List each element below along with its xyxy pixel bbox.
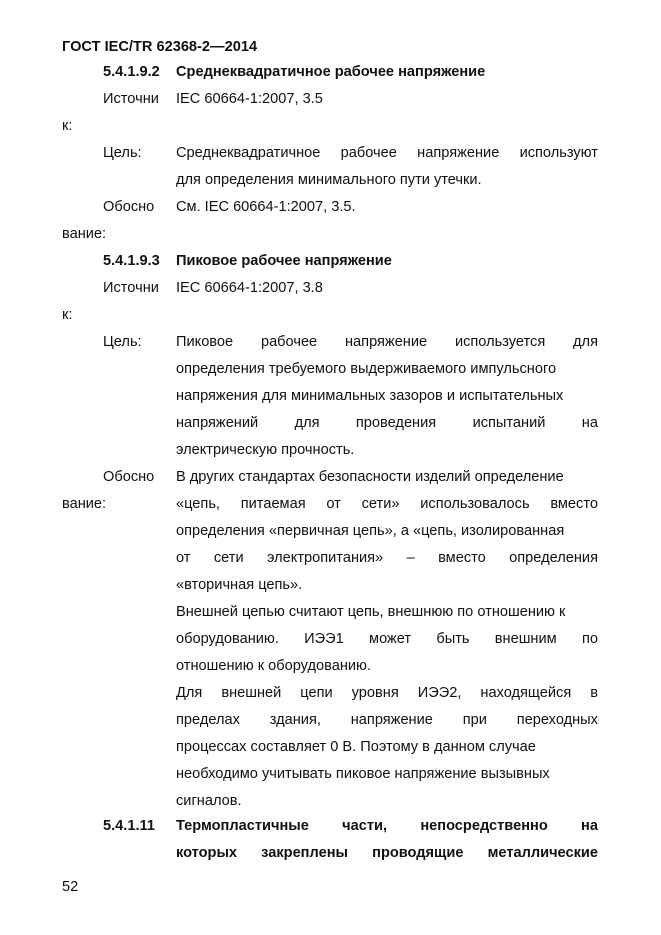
rationale-line: Для внешней цепи уровня ИЭЭ2, находящейся в bbox=[176, 685, 598, 701]
section-number: 5.4.1.9.2 bbox=[103, 64, 160, 80]
purpose-line: определения требуемого выдерживаемого импульсного bbox=[176, 361, 557, 377]
purpose-line: напряжений для проведения испытаний на bbox=[176, 415, 598, 431]
section-number: 5.4.1.11 bbox=[103, 818, 155, 834]
source-label: Источни bbox=[103, 91, 159, 107]
rationale-line: «вторичная цепь». bbox=[176, 577, 303, 593]
purpose-line: напряжения для минимальных зазоров и испытательных bbox=[176, 388, 564, 404]
page-number: 52 bbox=[62, 879, 79, 895]
rationale-label: Обосно bbox=[103, 199, 155, 215]
section-title: Среднеквадратичное рабочее напряжение bbox=[176, 64, 486, 80]
section-number: 5.4.1.9.3 bbox=[103, 253, 160, 269]
document-header: ГОСТ IEC/TR 62368-2—2014 bbox=[62, 39, 258, 55]
rationale-line: оборудованию. ИЭЭ1 может быть внешним по bbox=[176, 631, 598, 647]
rationale-label: Обосно bbox=[103, 469, 155, 485]
rationale-line: необходимо учитывать пиковое напряжение вызывных bbox=[176, 766, 550, 782]
rationale-line: «цепь, питаемая от сети» использовалось вместо bbox=[176, 496, 598, 512]
rationale-label-cont: вание: bbox=[62, 496, 107, 512]
purpose-label: Цель: bbox=[103, 334, 142, 350]
purpose-line: Пиковое рабочее напряжение используется для bbox=[176, 334, 598, 350]
purpose-line: Среднеквадратичное рабочее напряжение используют bbox=[176, 145, 598, 161]
section-title: Пиковое рабочее напряжение bbox=[176, 253, 392, 269]
rationale-line: процессах составляет 0 В. Поэтому в данном случае bbox=[176, 739, 536, 755]
rationale-line: пределах здания, напряжение при переходных bbox=[176, 712, 598, 728]
section-title: которых закреплены проводящие металлические bbox=[176, 845, 598, 861]
rationale-line: В других стандартах безопасности изделий определение bbox=[176, 469, 564, 485]
rationale-line: от сети электропитания» – вместо определения bbox=[176, 550, 598, 566]
rationale-label-cont: вание: bbox=[62, 226, 107, 242]
purpose-line: электрическую прочность. bbox=[176, 442, 355, 458]
purpose-label: Цель: bbox=[103, 145, 142, 161]
rationale-line: Внешней цепью считают цепь, внешнюю по отношению к bbox=[176, 604, 566, 620]
source-label-cont: к: bbox=[62, 118, 73, 134]
rationale-line: отношению к оборудованию. bbox=[176, 658, 372, 674]
source-label: Источни bbox=[103, 280, 159, 296]
source-reference: IEC 60664-1:2007, 3.8 bbox=[176, 280, 323, 296]
rationale-text: См. IEC 60664-1:2007, 3.5. bbox=[176, 199, 356, 215]
source-label-cont: к: bbox=[62, 307, 73, 323]
section-title: Термопластичные части, непосредственно на bbox=[176, 818, 598, 834]
source-reference: IEC 60664-1:2007, 3.5 bbox=[176, 91, 323, 107]
purpose-line: для определения минимального пути утечки. bbox=[176, 172, 482, 188]
rationale-line: сигналов. bbox=[176, 793, 242, 809]
rationale-line: определения «первичная цепь», а «цепь, изолированная bbox=[176, 523, 565, 539]
